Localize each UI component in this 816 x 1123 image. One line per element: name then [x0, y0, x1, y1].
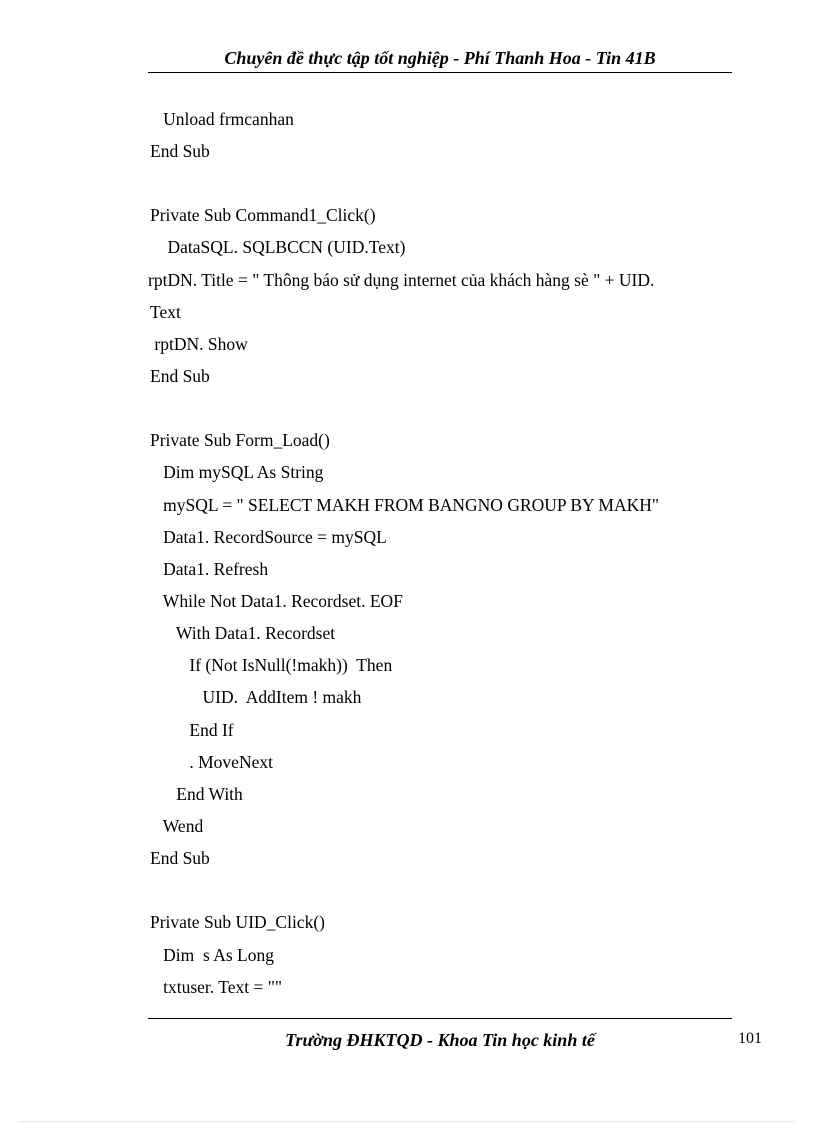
- code-line: Data1. Refresh: [150, 559, 269, 579]
- code-line: Private Sub Command1_Click(): [150, 205, 376, 225]
- page-number: 101: [738, 1030, 762, 1047]
- code-line: End With: [150, 784, 243, 804]
- code-line: Private Sub UID_Click(): [150, 912, 325, 932]
- footer-rule: [148, 1018, 732, 1019]
- code-line: Wend: [150, 816, 204, 836]
- code-line: UID. AddItem ! makh: [150, 687, 362, 707]
- code-line: txtuser. Text = "": [150, 977, 282, 997]
- code-line: If (Not IsNull(!makh)) Then: [150, 655, 393, 675]
- code-line: Text: [150, 302, 181, 322]
- code-line: Private Sub Form_Load(): [150, 430, 330, 450]
- page-footer-title: Trường ĐHKTQD - Khoa Tin học kinh tế: [285, 1030, 595, 1050]
- code-line: Dim mySQL As String: [150, 462, 324, 482]
- code-line: End If: [150, 720, 234, 740]
- code-line: rptDN. Title = " Thông báo sử dụng internet của khách hàng sè " + UID.: [148, 270, 655, 290]
- code-line: Dim s As Long: [150, 945, 274, 965]
- code-line: DataSQL. SQLBCCN (UID.Text): [150, 237, 406, 257]
- code-line: While Not Data1. Recordset. EOF: [150, 591, 403, 611]
- page-edge-divider: [20, 1121, 796, 1122]
- code-line: rptDN. Show: [150, 334, 248, 354]
- code-line: . MoveNext: [150, 752, 273, 772]
- code-line: Unload frmcanhan: [150, 109, 294, 129]
- code-line: Data1. RecordSource = mySQL: [150, 527, 387, 547]
- code-line: End Sub: [150, 366, 210, 386]
- code-line: With Data1. Recordset: [150, 623, 336, 643]
- header-rule: [148, 72, 732, 73]
- code-line: End Sub: [150, 848, 210, 868]
- code-line: End Sub: [150, 141, 210, 161]
- code-line: mySQL = " SELECT MAKH FROM BANGNO GROUP BY MAKH": [150, 495, 660, 515]
- page-header-title: Chuyên đề thực tập tốt nghiệp - Phí Thanh Hoa - Tin 41B: [224, 48, 656, 68]
